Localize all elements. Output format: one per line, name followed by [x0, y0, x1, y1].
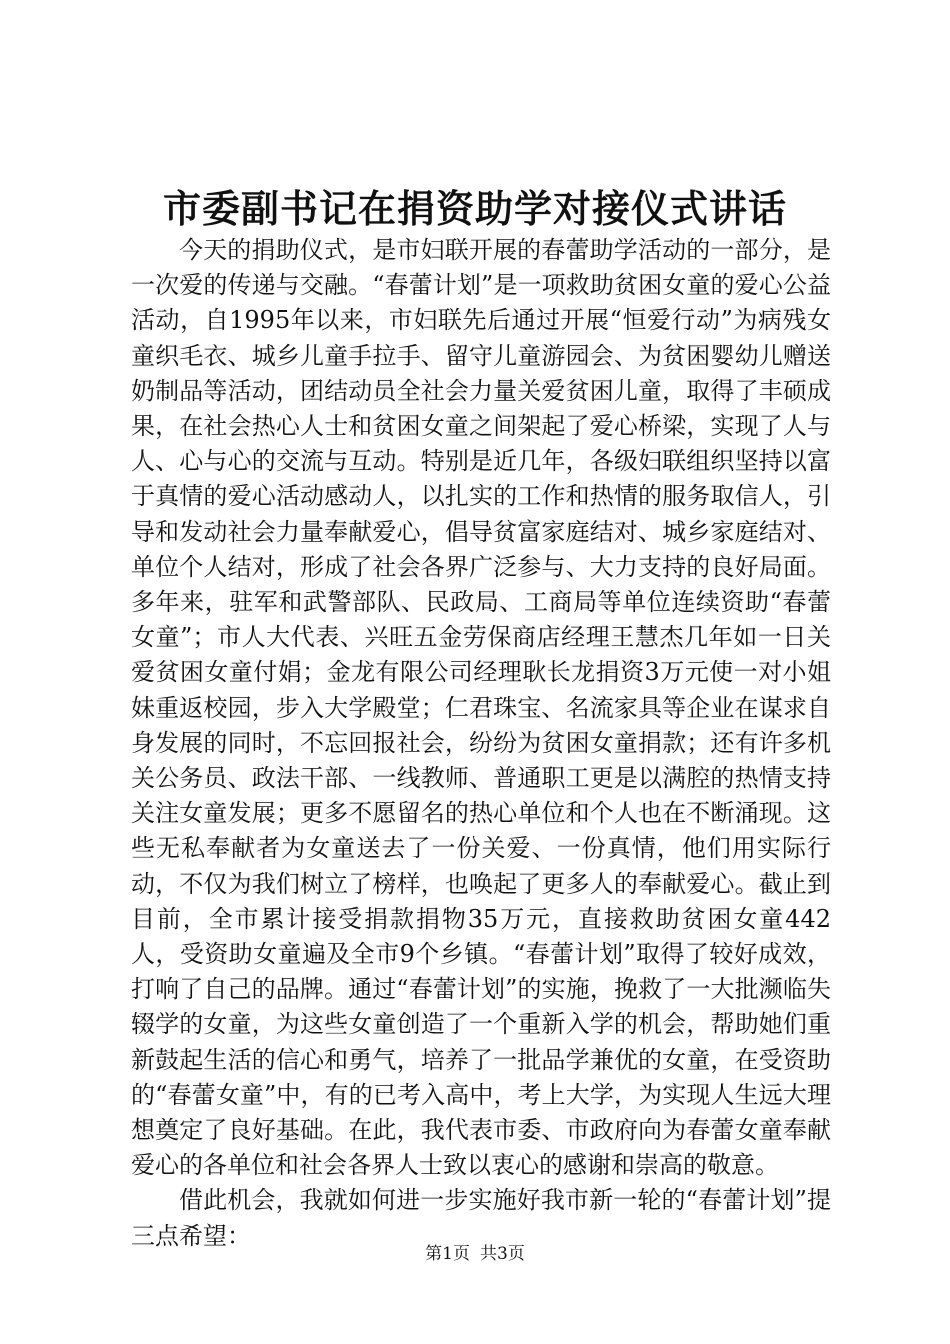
page-number: 第1页	[425, 1244, 470, 1264]
paragraph-2: 借此机会，我就如何进一步实施好我市新一轮的“春蕾计划”提三点希望：	[131, 1186, 831, 1250]
page-total: 共3页	[480, 1244, 525, 1264]
page-footer	[0, 1242, 950, 1266]
document-body	[131, 233, 831, 1254]
document-title: 市委副书记在捐资助学对接仪式讲话	[162, 186, 787, 231]
paragraph-1: 今天的捐助仪式，是市妇联开展的春蕾助学活动的一部分，是一次爱的传递与交融。“春蕾计划”是一项救助贫困女童的爱心公益活动，自1995年以来，市妇联先后通过开展“恒爱行动”为病残女童织毛衣、城乡儿童手拉手、留守儿童游园会、为贫困婴幼儿赠送奶制品等活动，团结动员全社会力量关爱贫困儿童，取得了丰硕成果，在社会热心人士和贫困女童之间架起了爱心桥梁，实现了人与人、心与心的交流与互动。特别是近几年，各级妇联组织坚持以富于真情的爱心活动感动人，以扎实的工作和热情的服务取信人，引导和发动社会力量奉献爱心，倡导贫富家庭结对、城乡家庭结对、单位个人结对，形成了社会各界广泛参与、大力支持的良好局面。多年来，驻军和武警部队、民政局、工商局等单位连续资助“春蕾女童”；市人大代表、兴旺五金劳保商店经理王慧杰几年如一日关爱贫困女童付娟；金龙有限公司经理耿长龙捐资3万元使一对小姐妹重返校园，步入大学殿堂；仁君珠宝、名流家具等企业在谋求自身发展的同时，不忘回报社会，纷纷为贫困女童捐款；还有许多机关公务员、政法干部、一线教师、普通职工更是以满腔的热情支持关注女童发展；更多不愿留名的热心单位和个人也在不断涌现。这些无私奉献者为女童送去了一份关爱、一份真情，他们用实际行动，不仅为我们树立了榜样，也唤起了更多人的奉献爱心。截止到目前，全市累计接受捐款捐物35万元，直接救助贫困女童442人，受资助女童遍及全市9个乡镇。“春蕾计划”取得了较好成效，打响了自己的品牌。通过“春蕾计划”的实施，挽救了一大批濒临失辍学的女童，为这些女童创造了一个重新入学的机会，帮助她们重新鼓起生活的信心和勇气，培养了一批品学兼优的女童，在受资助的“春蕾女童”中，有的已考入高中，考上大学，为实现人生远大理想奠定了良好基础。在此，我代表市委、市政府向为春蕾女童奉献爱心的各单位和社会各界人士致以衷心的感谢和崇高的敬意。	[131, 236, 831, 1180]
